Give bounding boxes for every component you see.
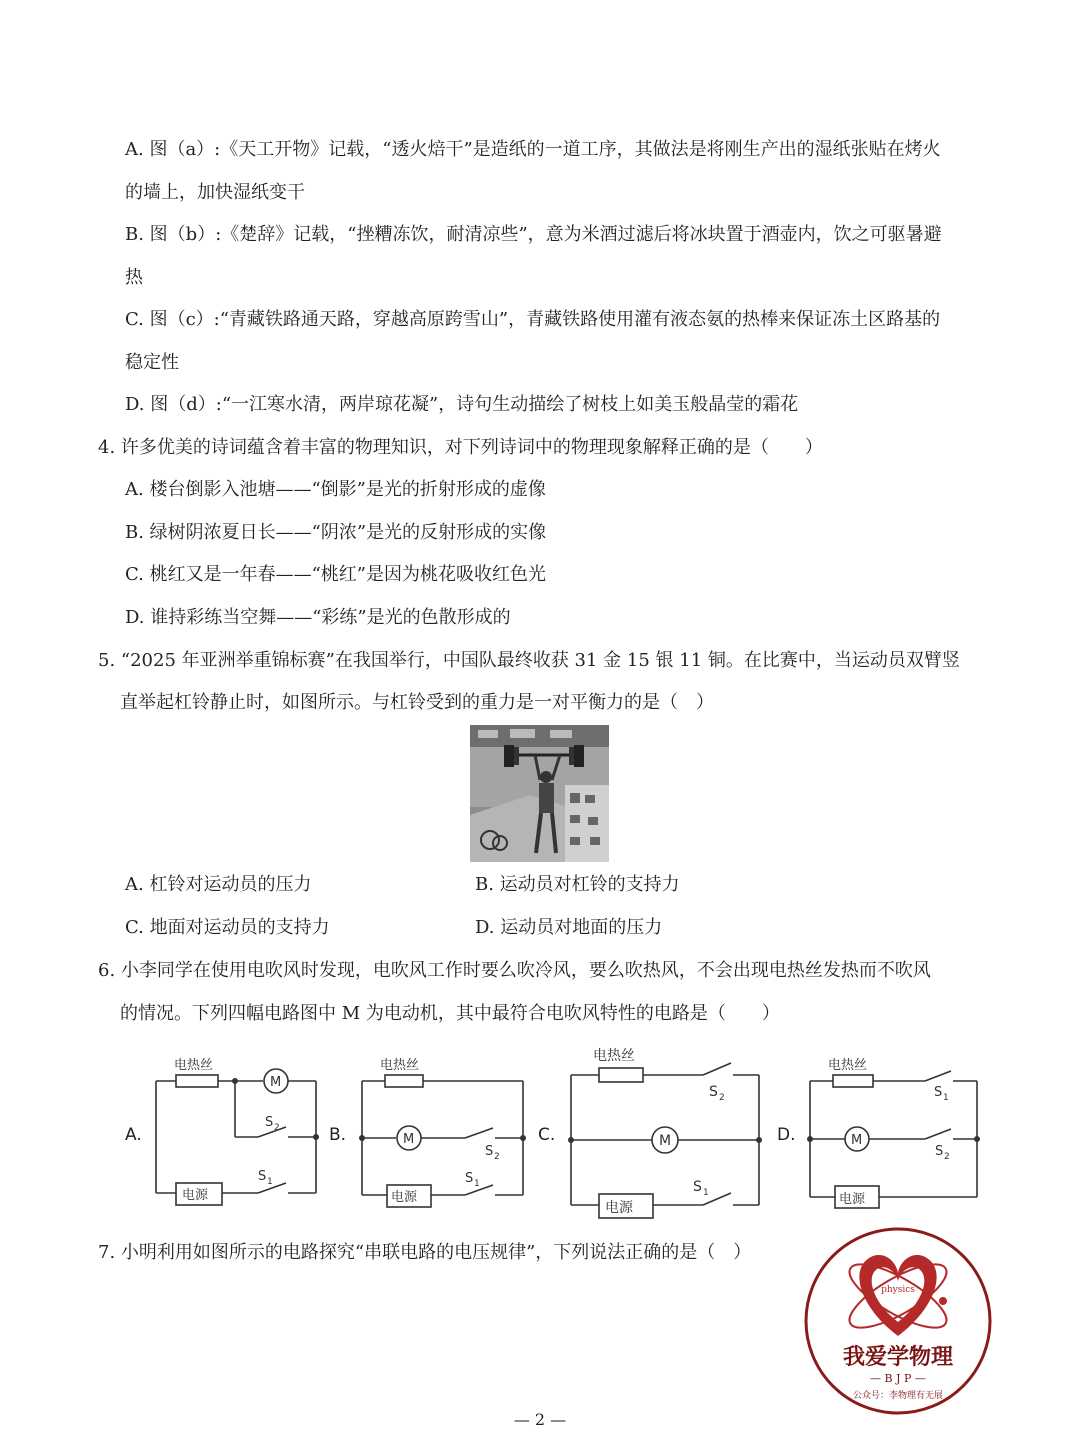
seal-top-word: physics (881, 1285, 915, 1295)
circuit-b-switch-s1-letter: S (465, 1171, 474, 1186)
circuit-a-label: A. (125, 1125, 142, 1145)
circuit-b-motor-label: M (403, 1132, 415, 1147)
circuit-a-source-label: 电源 (182, 1188, 209, 1203)
q5-option-a: A. 杠铃对运动员的压力 (125, 874, 312, 895)
circuit-a (118, 1050, 330, 1210)
q3-option-a-line1: A. 图（a）:《天工开物》记载，“透火焙干”是造纸的一道工序，其做法是将刚生产出的湿纸张贴在烤火 (125, 139, 941, 160)
circuit-c-heater-label: 电热丝 (593, 1048, 635, 1064)
seal-subtitle: 公众号：李物理有无展 (852, 1391, 944, 1401)
circuit-c-motor-label: M (659, 1133, 672, 1149)
circuit-c-switch-s2-sub: 2 (719, 1093, 725, 1103)
q4-option-d: D. 谁持彩练当空舞——“彩练”是光的色散形成的 (125, 607, 511, 628)
q4-option-b: B. 绿树阴浓夏日长——“阴浓”是光的反射形成的实像 (125, 522, 547, 543)
q5-stem-line1: 5. “2025 年亚洲举重锦标赛”在我国举行，中国队最终收获 31 金 15 银 11 铜。在比赛中，当运动员双臂竖 (98, 650, 960, 671)
circuit-b-heater-label: 电热丝 (380, 1058, 420, 1073)
q3-option-c-line1: C. 图（c）:“青藏铁路通天路，穿越高原跨雪山”，青藏铁路使用灌有液态氨的热棒来保证冻土区路基的 (125, 309, 941, 330)
circuit-a-switch-s2-sub: 2 (274, 1123, 280, 1133)
q3-option-a-line2: 的墙上，加快湿纸变干 (125, 182, 305, 203)
seal-title: 我爱学物理 (842, 1344, 954, 1370)
q6-stem-line1: 6. 小李同学在使用电吹风时发现，电吹风工作时要么吹冷风，要么吹热风，不会出现电热丝发热而不吹风 (98, 960, 931, 981)
circuit-a-switch-s1-letter: S (258, 1169, 267, 1184)
q5-stem-line2: 直举起杠铃静止时，如图所示。与杠铃受到的重力是一对平衡力的是（ ） (120, 692, 714, 713)
q3-option-c-line2: 稳定性 (125, 352, 179, 373)
circuit-b-label: B. (329, 1125, 347, 1145)
q7-stem: 7. 小明利用如图所示的电路探究“串联电路的电压规律”，下列说法正确的是（ ） (98, 1242, 752, 1263)
circuit-c-switch-s1-letter: S (693, 1179, 702, 1195)
weightlifter-photo (470, 725, 609, 862)
q4-option-c: C. 桃红又是一年春——“桃红”是因为桃花吸收红色光 (125, 564, 546, 585)
q4-stem: 4. 许多优美的诗词蕴含着丰富的物理知识，对下列诗词中的物理现象解释正确的是（ ） (98, 437, 823, 458)
circuit-d-motor-label: M (851, 1133, 863, 1148)
seal-letters: — B J P — (870, 1372, 926, 1385)
circuit-d-switch-s1-letter: S (934, 1085, 943, 1100)
circuit-c-switch-s2-letter: S (709, 1084, 718, 1100)
circuit-b-switch-s1-sub: 1 (474, 1179, 480, 1189)
circuit-a-switch-s2-letter: S (265, 1115, 274, 1130)
circuit-d (775, 1050, 985, 1210)
circuit-b-switch-s2-letter: S (485, 1144, 494, 1159)
q6-stem-line2: 的情况。下列四幅电路图中 M 为电动机，其中最符合电吹风特性的电路是（ ） (120, 1003, 780, 1024)
circuit-b-switch-s2-sub: 2 (494, 1152, 500, 1162)
circuit-c (535, 1040, 765, 1220)
circuit-d-switch-s2-sub: 2 (944, 1152, 950, 1162)
q5-option-c: C. 地面对运动员的支持力 (125, 917, 330, 938)
circuit-b-source-label: 电源 (391, 1190, 418, 1205)
q3-option-b-line2: 热 (125, 267, 143, 288)
circuit-d-label: D. (777, 1125, 796, 1145)
circuit-c-source-label: 电源 (605, 1200, 633, 1216)
circuit-d-source-label: 电源 (839, 1192, 866, 1207)
logo-seal (803, 1226, 993, 1416)
circuit-d-heater-label: 电热丝 (828, 1058, 868, 1073)
q5-option-d: D. 运动员对地面的压力 (475, 917, 663, 938)
circuit-a-heater-label: 电热丝 (174, 1058, 214, 1073)
q3-option-d: D. 图（d）:“一江寒水清，两岸琼花凝”，诗句生动描绘了树枝上如美玉般晶莹的霜花 (125, 394, 799, 415)
q5-option-b: B. 运动员对杠铃的支持力 (475, 874, 680, 895)
circuit-a-switch-s1-sub: 1 (267, 1177, 273, 1187)
circuit-d-switch-s1-sub: 1 (943, 1093, 949, 1103)
circuit-d-switch-s2-letter: S (935, 1144, 944, 1159)
circuit-c-switch-s1-sub: 1 (703, 1188, 709, 1198)
circuit-b (325, 1050, 535, 1210)
circuit-a-motor-label: M (270, 1075, 282, 1090)
circuit-c-label: C. (538, 1125, 556, 1145)
q4-option-a: A. 楼台倒影入池塘——“倒影”是光的折射形成的虚像 (125, 479, 546, 500)
q3-option-b-line1: B. 图（b）:《楚辞》记载，“挫糟冻饮，耐清凉些”，意为米酒过滤后将冰块置于酒壶内，饮之可驱暑避 (125, 224, 942, 245)
page-number: — 2 — (513, 1410, 567, 1429)
